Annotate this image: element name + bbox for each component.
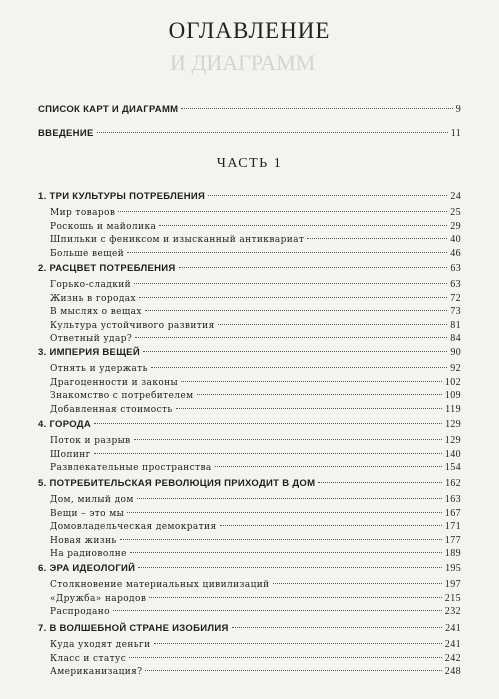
toc-section[interactable] [50, 666, 461, 677]
toc-entry-page: 195 [445, 563, 461, 574]
toc-entry-label: Ответный удар? [50, 334, 133, 344]
toc-entry-label: Американизация? [50, 667, 143, 677]
toc-entry-label: 7. В ВОЛШЕБНОЙ СТРАНЕ ИЗОБИЛИЯ [38, 623, 229, 634]
toc-chapter[interactable] [38, 419, 461, 430]
toc-chapter[interactable] [38, 263, 461, 274]
toc-entry-page: 25 [450, 207, 461, 218]
toc-entry-page: 63 [450, 279, 461, 290]
toc-entry-label: Столкновение материальных цивилизаций [50, 580, 270, 590]
toc-entry-page: 171 [444, 521, 461, 532]
dot-leader [137, 498, 442, 499]
toc-entry-label: Драгоценности и законы [50, 378, 179, 388]
toc-section[interactable] [50, 221, 461, 232]
toc-section[interactable] [50, 639, 461, 650]
toc-entry-page: 140 [444, 449, 461, 460]
toc-entry-page: 241 [444, 639, 461, 650]
toc-entry-label: Культура устойчивого развития [50, 321, 215, 331]
toc-entry-page: 242 [444, 653, 461, 664]
toc-entry-page: 81 [450, 320, 461, 331]
dot-leader [176, 408, 442, 409]
toc-entry-label: Знакомство с потребителем [50, 391, 194, 401]
dot-leader [215, 466, 442, 467]
toc-section[interactable] [50, 363, 461, 374]
toc-section[interactable] [50, 579, 461, 590]
toc-entry-page: 232 [444, 606, 461, 617]
toc-entry-page: 177 [444, 535, 461, 546]
toc-entry-page: 40 [450, 234, 461, 245]
toc-section[interactable] [50, 606, 461, 617]
dot-leader [129, 657, 442, 658]
toc-entry-label: СПИСОК КАРТ И ДИАГРАММ [38, 104, 179, 115]
part-heading: ЧАСТЬ 1 [216, 156, 283, 171]
dot-leader [143, 351, 447, 352]
toc-entry-label: Домовладельческая демократия [50, 522, 217, 532]
toc-entry-page: 197 [444, 579, 461, 590]
dot-leader [135, 337, 447, 338]
toc-entry-page: 167 [444, 508, 461, 519]
toc-section[interactable] [50, 320, 461, 331]
toc-section[interactable] [50, 435, 461, 446]
dot-leader [179, 267, 448, 268]
toc-chapter[interactable] [38, 563, 461, 574]
toc-section[interactable] [50, 279, 461, 290]
toc-entry-label: Больше вещей [50, 249, 125, 259]
dot-leader [307, 238, 447, 239]
toc-entry-label: Шопинг [50, 450, 91, 460]
dot-leader [127, 512, 442, 513]
toc-section[interactable] [50, 248, 461, 259]
dot-leader [208, 195, 447, 196]
toc-section[interactable] [50, 390, 461, 401]
toc-entry-page: 129 [445, 419, 461, 430]
toc-entry-front[interactable] [38, 128, 461, 139]
toc-entry-page: 189 [444, 548, 461, 559]
dot-leader [181, 108, 452, 109]
toc-section[interactable] [50, 234, 461, 245]
toc-entry-page: 92 [450, 363, 461, 374]
dot-leader [218, 324, 448, 325]
dot-leader [120, 539, 442, 540]
toc-section[interactable] [50, 593, 461, 604]
dot-leader [197, 394, 442, 395]
toc-entry-page: 9 [455, 104, 461, 115]
dot-leader [149, 597, 442, 598]
toc-entry-label: Распродано [50, 607, 110, 617]
toc-entry-label: 5. ПОТРЕБИТЕЛЬСКАЯ РЕВОЛЮЦИЯ ПРИХОДИТ В ДОМ [38, 478, 316, 489]
toc-entry-label: Шпильки с фениксом и изысканный антиквариат [50, 235, 305, 245]
toc-entry-page: 109 [444, 390, 461, 401]
dot-leader [113, 610, 442, 611]
toc-chapter[interactable] [38, 623, 461, 634]
dot-leader [127, 252, 447, 253]
toc-entry-label: Поток и разрыв [50, 436, 131, 446]
toc-entry-label: Горько-сладкий [50, 280, 132, 290]
toc-entry-page: 241 [445, 623, 461, 634]
toc-entry-page: 154 [444, 462, 461, 473]
toc-entry-page: 72 [450, 293, 461, 304]
dot-leader [145, 670, 441, 671]
toc-entry-label: 4. ГОРОДА [38, 419, 92, 430]
toc-section[interactable] [50, 535, 461, 546]
toc-entry-page: 215 [444, 593, 461, 604]
toc-entry-label: Отнять и удержать [50, 364, 148, 374]
toc-entry-front[interactable] [38, 104, 461, 115]
dot-leader [232, 627, 443, 628]
toc-entry-page: 119 [445, 404, 461, 415]
toc-entry-page: 102 [444, 377, 461, 388]
toc-section[interactable] [50, 653, 461, 664]
dot-leader [145, 310, 447, 311]
toc-entry-page: 248 [444, 666, 461, 677]
toc-entry-label: Новая жизнь [50, 536, 117, 546]
dot-leader [118, 211, 447, 212]
toc-section[interactable] [50, 404, 461, 415]
toc-section[interactable] [50, 377, 461, 388]
page-title: ОГЛАВЛЕНИЕ [168, 18, 331, 43]
dot-leader [159, 225, 447, 226]
toc-entry-label: Жизнь в городах [50, 294, 137, 304]
toc-entry-page: 84 [450, 333, 461, 344]
toc-entry-page: 63 [450, 263, 461, 274]
toc-entry-label: Развлекательные пространства [50, 463, 212, 473]
toc-entry-label: Вещи – это мы [50, 509, 125, 519]
toc-section[interactable] [50, 521, 461, 532]
dot-leader [139, 297, 447, 298]
bleed-through-text: И ДИАГРАММ [170, 50, 316, 75]
toc-entry-page: 29 [450, 221, 461, 232]
toc-entry-page: 163 [444, 494, 461, 505]
toc-entry-label: На радиоволне [50, 549, 127, 559]
dot-leader [97, 132, 448, 133]
dot-leader [220, 525, 442, 526]
toc-section[interactable] [50, 333, 461, 344]
toc-entry-page: 90 [450, 347, 461, 358]
dot-leader [154, 643, 442, 644]
toc-section[interactable] [50, 462, 461, 473]
toc-entry-page: 11 [450, 128, 461, 139]
toc-entry-label: 6. ЭРА ИДЕОЛОГИЙ [38, 563, 136, 574]
toc-entry-page: 162 [445, 478, 461, 489]
toc-entry-label: Класс и статус [50, 654, 127, 664]
toc-entry-page: 46 [450, 248, 461, 259]
dot-leader [130, 552, 442, 553]
toc-entry-label: 2. РАСЦВЕТ ПОТРЕБЛЕНИЯ [38, 263, 176, 274]
dot-leader [134, 439, 442, 440]
toc-section[interactable] [50, 548, 461, 559]
dot-leader [181, 381, 442, 382]
toc-entry-page: 129 [444, 435, 461, 446]
dot-leader [273, 583, 442, 584]
toc-entry-label: «Дружба» народов [50, 594, 147, 604]
dot-leader [318, 482, 442, 483]
toc-chapter[interactable] [38, 191, 461, 202]
toc-entry-page: 73 [450, 306, 461, 317]
dot-leader [134, 283, 447, 284]
toc-section[interactable] [50, 449, 461, 460]
dot-leader [94, 453, 442, 454]
toc-entry-label: Мир товаров [50, 208, 116, 218]
dot-leader [151, 367, 447, 368]
toc-section[interactable] [50, 207, 461, 218]
toc-entry-label: Добавленная стоимость [50, 405, 173, 415]
toc-entry-label: 3. ИМПЕРИЯ ВЕЩЕЙ [38, 347, 140, 358]
toc-section[interactable] [50, 306, 461, 317]
toc-section[interactable] [50, 293, 461, 304]
toc-entry-label: Куда уходят деньги [50, 640, 151, 650]
dot-leader [138, 567, 442, 568]
toc-chapter[interactable] [38, 478, 461, 489]
toc-entry-label: 1. ТРИ КУЛЬТУРЫ ПОТРЕБЛЕНИЯ [38, 191, 206, 202]
toc-entry-label: В мыслях о вещах [50, 307, 142, 317]
toc-section[interactable] [50, 508, 461, 519]
toc-entry-label: ВВЕДЕНИЕ [38, 128, 94, 139]
toc-entry-page: 24 [450, 191, 461, 202]
toc-chapter[interactable] [38, 347, 461, 358]
toc-section[interactable] [50, 494, 461, 505]
toc-entry-label: Дом, милый дом [50, 495, 134, 505]
dot-leader [94, 423, 442, 424]
toc-entry-label: Роскошь и майолика [50, 222, 157, 232]
